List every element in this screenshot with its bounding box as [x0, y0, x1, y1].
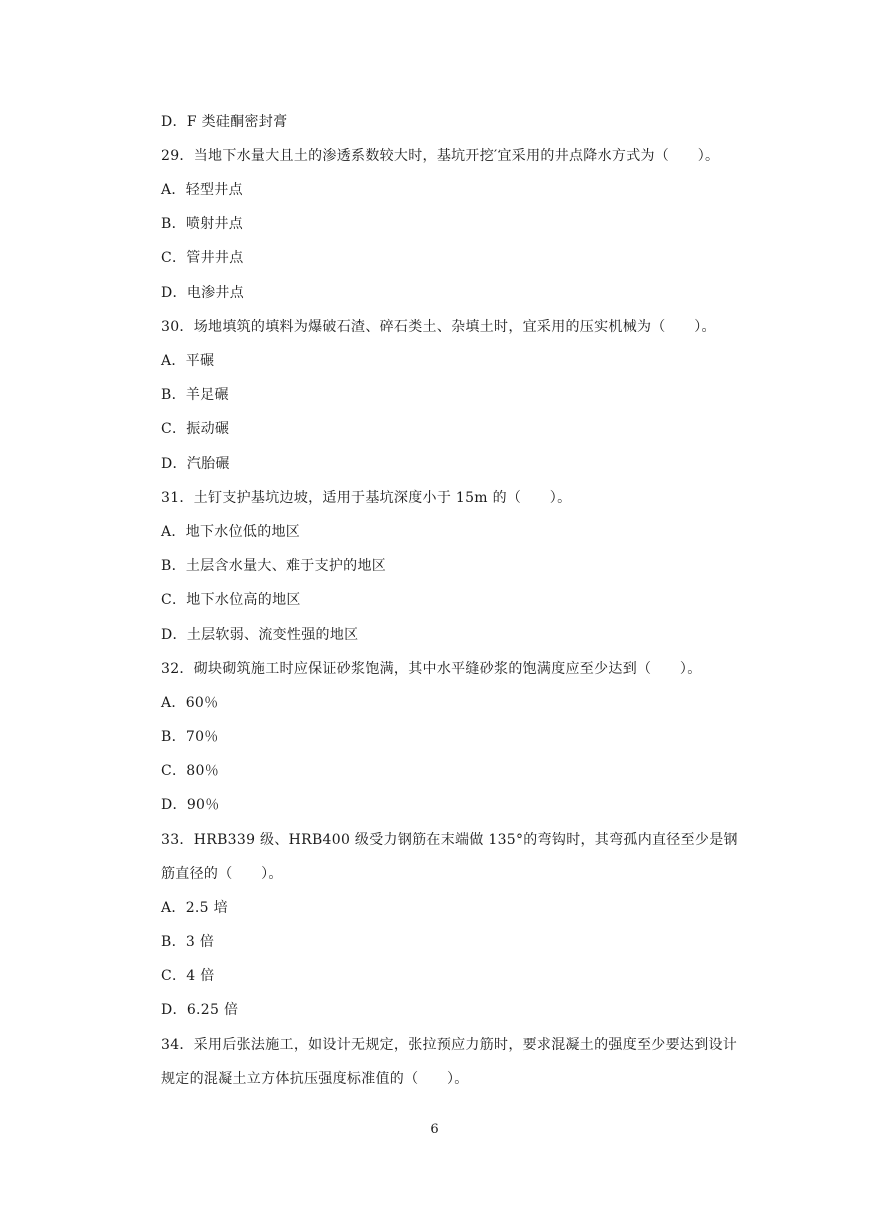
question-29: 29．当地下水量大且土的渗透系数较大时，基坑开挖′宜采用的井点降水方式为（ ）。 — [161, 148, 720, 164]
option-29-a: A．轻型井点 — [161, 182, 243, 198]
option-31-b: B．土层含水量大、难于支护的地区 — [161, 558, 387, 574]
option-31-d: D．土层软弱、流变性强的地区 — [161, 627, 359, 643]
option-33-a: A．2.5 培 — [161, 900, 228, 916]
option-31-c: C．地下水位高的地区 — [161, 592, 301, 608]
question-31: 31．土钉支护基坑边坡，适用于基坑深度小于 15m 的（ ）。 — [161, 490, 572, 506]
question-30: 30．场地填筑的填料为爆破石渣、碎石类土、杂填土时，宜采用的压实机械为（ ）。 — [161, 319, 716, 335]
option-30-a: A．平碾 — [161, 353, 215, 369]
option-28-d: D．F 类硅酮密封膏 — [161, 114, 288, 130]
option-30-d: D．汽胎碾 — [161, 456, 230, 472]
question-34: 34．采用后张法施工，如设计无规定，张拉预应力筋时，要求混凝土的强度至少要达到设计规定的混凝土立方体抗压强度标准值的（ ）。 — [161, 1037, 738, 1087]
option-33-b: B．3 倍 — [161, 934, 215, 950]
question-32: 32．砌块砌筑施工时应保证砂浆饱满，其中水平缝砂浆的饱满度应至少达到（ ）。 — [161, 661, 702, 677]
option-32-a: A．60％ — [161, 695, 219, 711]
option-29-d: D．电渗井点 — [161, 285, 245, 301]
option-32-c: C．80％ — [161, 763, 220, 779]
page-number: 6 — [430, 1122, 439, 1137]
option-30-c: C．振动碾 — [161, 421, 230, 437]
option-32-b: B．70％ — [161, 729, 219, 745]
option-32-d: D．90％ — [161, 797, 220, 813]
option-29-b: B．喷射井点 — [161, 216, 244, 232]
question-33: 33．HRB339 级、HRB400 级受力钢筋在末端做 135°的弯钩时，其弯孤内直径至少是钢筋直径的（ ）。 — [161, 832, 738, 882]
option-29-c: C．管井井点 — [161, 250, 244, 266]
option-33-c: C．4 倍 — [161, 968, 215, 984]
option-33-d: D．6.25 倍 — [161, 1002, 239, 1018]
option-30-b: B．羊足碾 — [161, 387, 229, 403]
option-31-a: A．地下水位低的地区 — [161, 524, 301, 540]
